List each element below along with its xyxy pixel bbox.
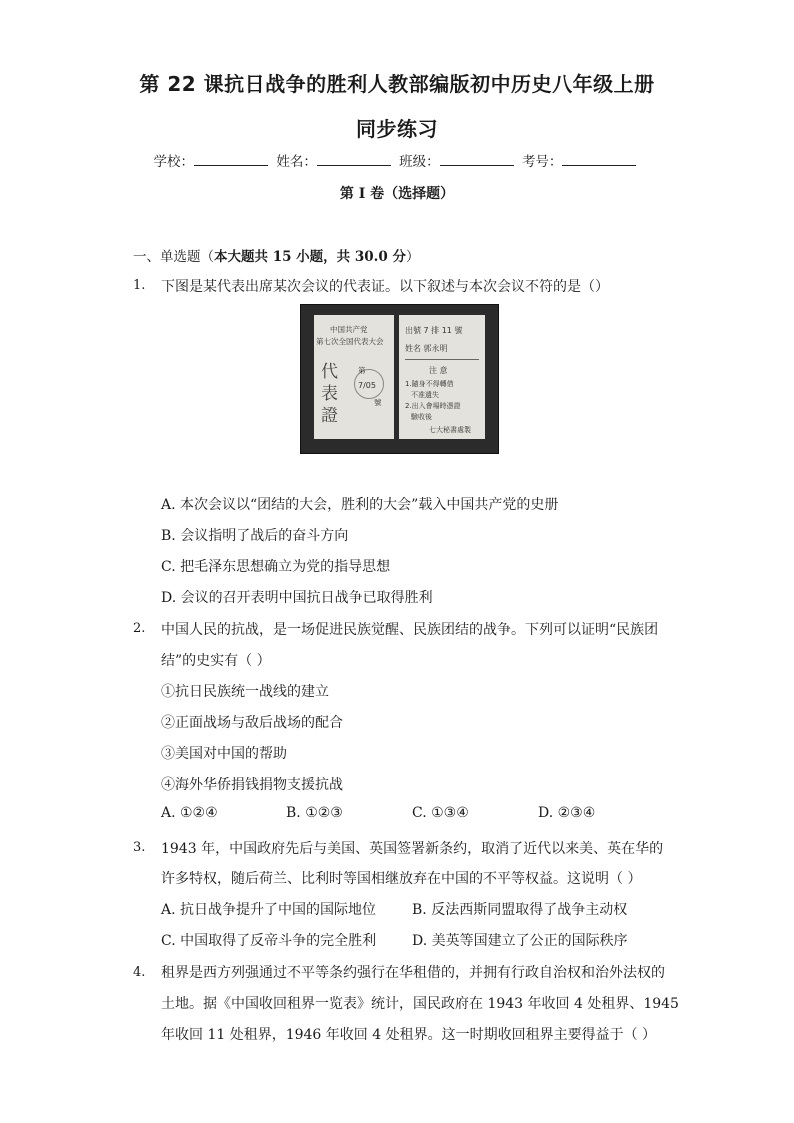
exam-no-blank[interactable] <box>562 153 636 166</box>
question-2-statement-4: ④海外华侨捐钱捐物支援抗战 <box>161 777 343 793</box>
card-char-3: 證 <box>321 406 338 426</box>
question-4-stem-line-2: 土地。据《中国收回租界一览表》统计，国民政府在 1943 年收回 4 处租界、1945 <box>161 996 679 1012</box>
card-party-text: 中国共产党 <box>330 325 368 334</box>
card-number: 7/05 <box>358 381 376 390</box>
delegate-card-inner <box>399 315 485 439</box>
card-seat-row: 出號 7 排 11 號 <box>405 326 463 335</box>
question-2-option-b[interactable]: B. ①②③ <box>286 805 343 821</box>
question-1-option-c[interactable]: C. 把毛泽东思想确立为党的指导思想 <box>161 559 391 575</box>
question-2-statement-2: ②正面战场与敌后战场的配合 <box>161 715 343 731</box>
name-blank[interactable] <box>317 153 391 166</box>
card-divider <box>405 359 479 360</box>
question-3-option-a[interactable]: A. 抗日战争提升了中国的国际地位 <box>161 902 377 918</box>
class-label: 班级： <box>399 154 440 170</box>
card-issuer: 七大秘書處製 <box>429 426 471 434</box>
question-4-number: 4. <box>133 965 146 980</box>
question-3-option-b[interactable]: B. 反法西斯同盟取得了战争主动权 <box>412 902 628 918</box>
question-3-number: 3. <box>133 840 146 855</box>
section-count: 本大题共 15 小题，共 30.0 分 <box>214 249 406 265</box>
card-hao: 號 <box>374 398 382 407</box>
name-label: 姓名： <box>276 154 317 170</box>
section-heading <box>133 245 419 265</box>
card-notice-3: 2.出入會場時憑證 <box>405 402 461 410</box>
card-di: 第 <box>358 366 366 375</box>
section-suffix: ） <box>405 249 420 265</box>
question-2-number: 2. <box>133 621 146 636</box>
question-3-stem-line-1: 1943 年，中国政府先后与美国、英国签署新条约，取消了近代以来美、英在华的 <box>161 841 664 857</box>
question-3-option-d[interactable]: D. 美英等国建立了公正的国际秩序 <box>412 933 628 949</box>
question-1-option-a[interactable]: A. 本次会议以“团结的大会，胜利的大会”载入中国共产党的史册 <box>161 497 559 513</box>
question-1-stem: 下图是某代表出席某次会议的代表证。以下叙述与本次会议不符的是（） <box>161 279 609 295</box>
school-label: 学校： <box>153 154 195 170</box>
card-holder-name: 姓名 郭永明 <box>405 344 448 353</box>
question-2-stem-line-1: 中国人民的抗战，是一场促进民族觉醒、民族团结的战争。下列可以证明“民族团 <box>161 622 659 638</box>
question-3-option-c[interactable]: C. 中国取得了反帝斗争的完全胜利 <box>161 933 377 949</box>
card-char-2: 表 <box>321 384 338 404</box>
card-char-1: 代 <box>321 362 338 382</box>
question-2-option-d[interactable]: D. ②③④ <box>538 805 596 821</box>
volume-heading: 第 I 卷（选择题） <box>339 186 455 202</box>
delegate-card-photo <box>300 304 499 454</box>
question-1-option-d[interactable]: D. 会议的召开表明中国抗日战争已取得胜利 <box>161 590 433 606</box>
card-notice-2: 不准遺失 <box>411 391 439 399</box>
class-blank[interactable] <box>440 153 514 166</box>
page-title: 第 22 课抗日战争的胜利人教部编版初中历史八年级上册 <box>139 72 655 96</box>
card-congress-text: 第七次全国代表大会 <box>316 337 384 346</box>
question-1-number: 1. <box>133 278 146 293</box>
question-2-stem-line-2: 结”的史实有（ ） <box>161 653 271 669</box>
section-prefix: 一、单选题（ <box>133 249 214 265</box>
school-blank[interactable] <box>194 153 268 166</box>
exam-no-label: 考号： <box>521 154 563 170</box>
question-2-statement-1: ①抗日民族统一战线的建立 <box>161 684 329 700</box>
question-2-option-a[interactable]: A. ①②④ <box>161 805 218 821</box>
page-subtitle: 同步练习 <box>356 117 438 141</box>
question-4-stem-line-1: 租界是西方列强通过不平等条约强行在华租借的，并拥有行政自治权和治外法权的 <box>161 965 665 981</box>
student-info-row <box>0 150 794 170</box>
card-notice-1: 1.隨身不得轉借 <box>405 380 454 388</box>
question-2-statement-3: ③美国对中国的帮助 <box>161 746 287 762</box>
question-2-option-c[interactable]: C. ①③④ <box>412 805 469 821</box>
question-1-option-b[interactable]: B. 会议指明了战后的奋斗方向 <box>161 528 349 544</box>
question-3-stem-line-2: 许多特权，随后荷兰、比利时等国相继放弃在中国的不平等权益。这说明（ ） <box>161 871 642 887</box>
question-4-stem-line-3: 年收回 11 处租界，1946 年收回 4 处租界。这一时期收回租界主要得益于（ ） <box>161 1027 657 1043</box>
delegate-card-cover <box>314 315 394 439</box>
card-notice-4: 驗收後 <box>411 413 432 421</box>
card-notice-title: 注 意 <box>429 366 448 375</box>
